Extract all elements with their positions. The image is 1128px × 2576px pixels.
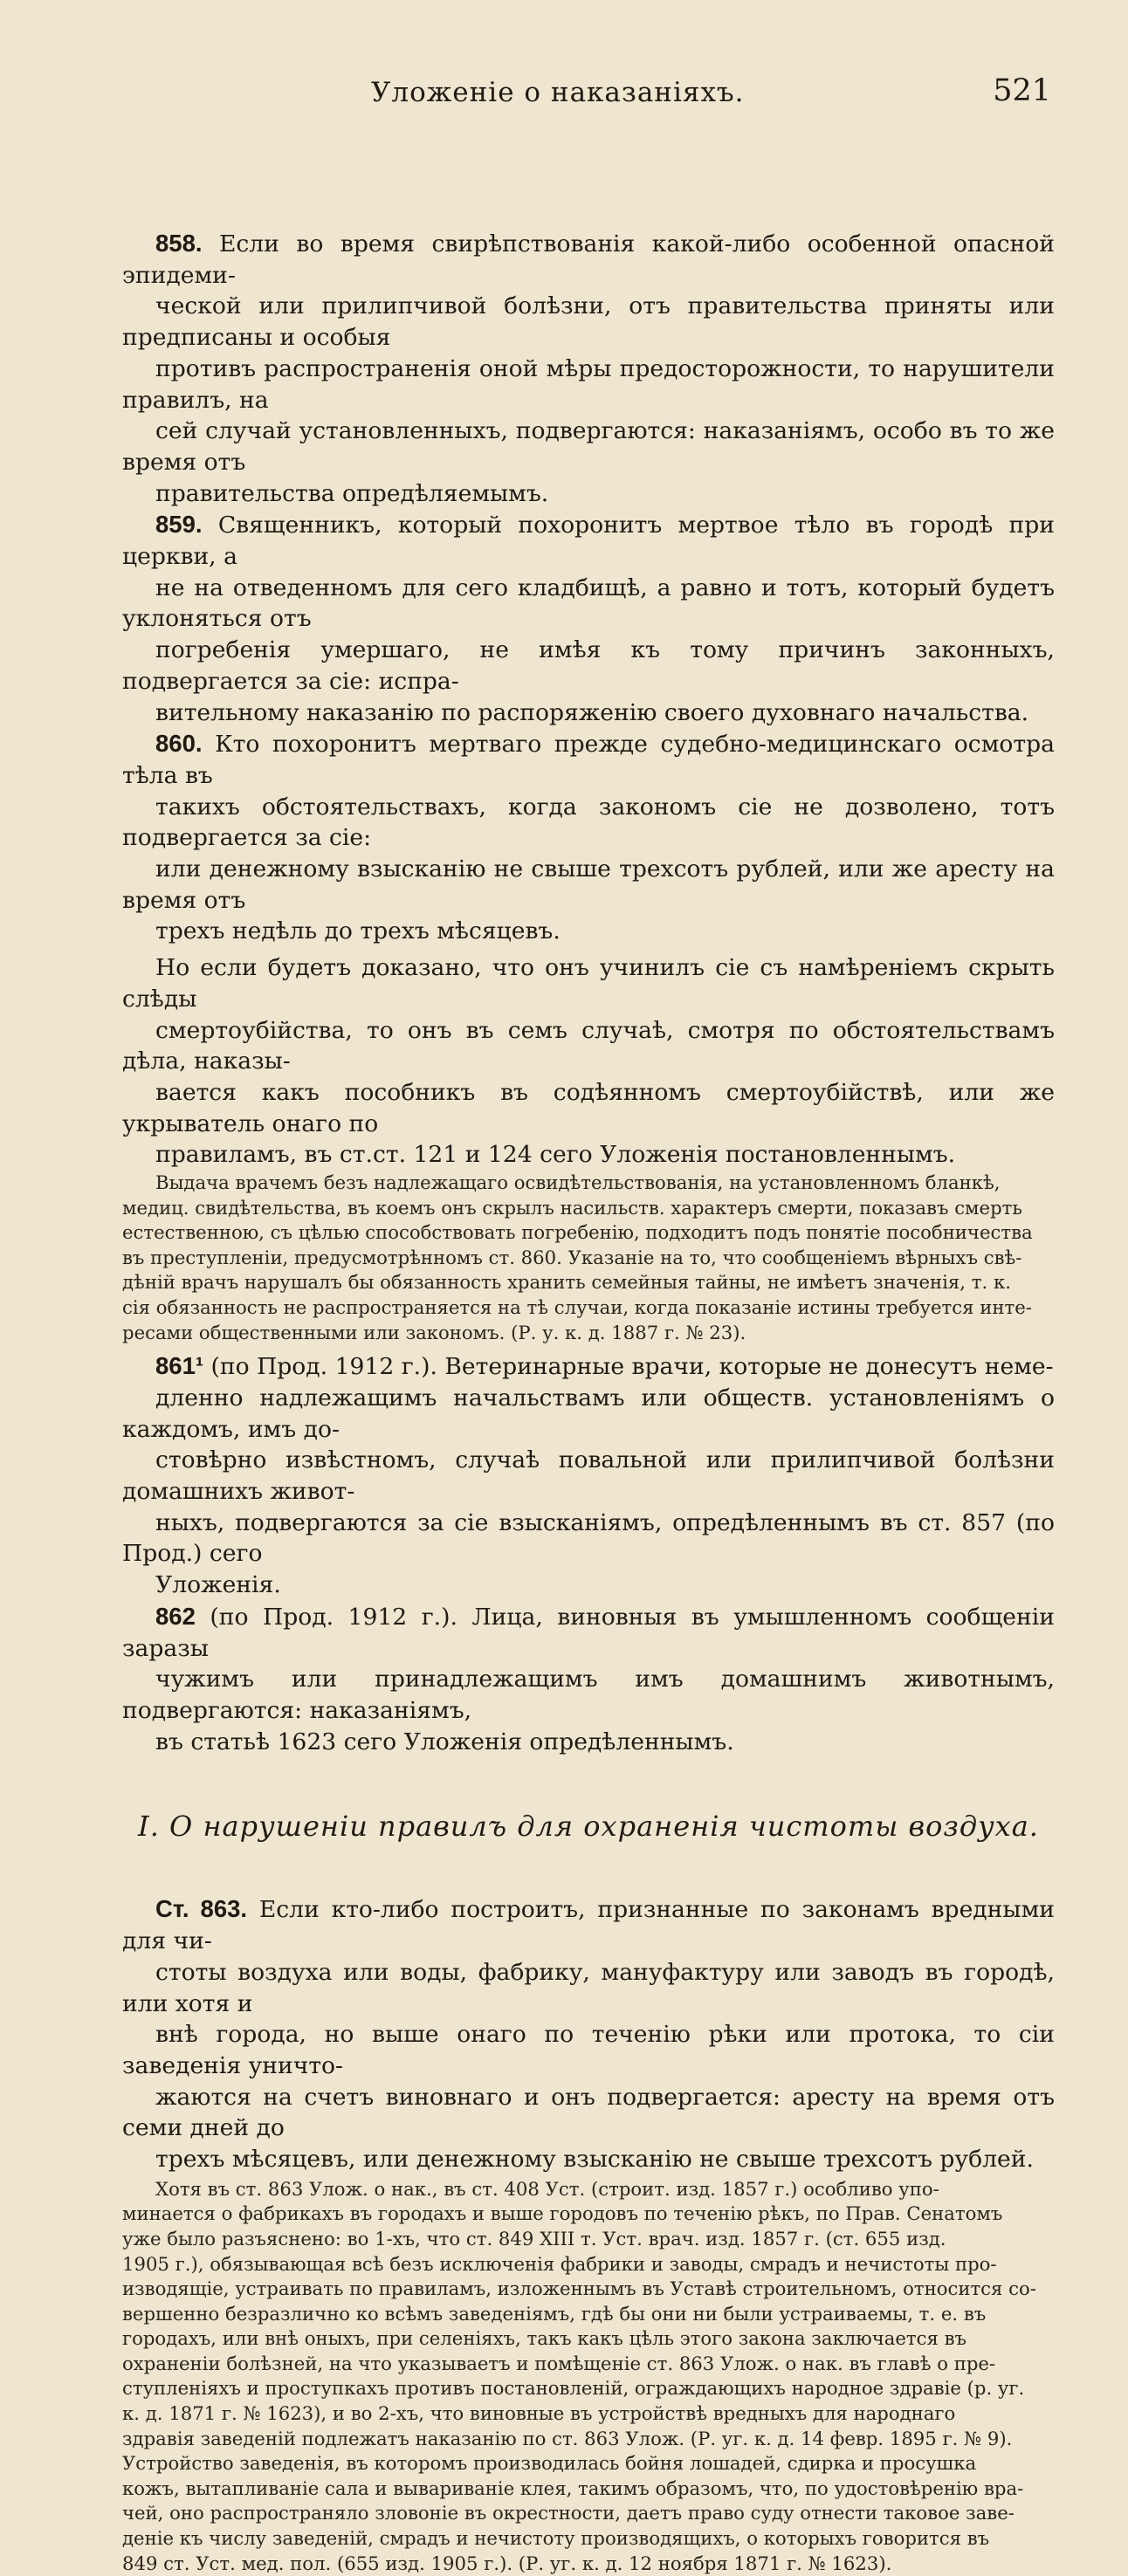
article-861-line-5: Уложенія.: [155, 1571, 281, 1599]
article-860-number: 860.: [155, 730, 203, 758]
article-863-note-line-3: уже было разъяснено: во 1-хъ, что ст. 849 XIII т. Уст. врач. изд. 1857 г. (ст. 655 изд.: [122, 2227, 946, 2250]
article-863-note-line-12: Устройство заведенія, въ которомъ производилась бойня лошадей, сдирка и просушка: [122, 2452, 977, 2475]
article-863-note-line-9: ступленіяхъ и проступкахъ противъ постановленій, ограждающихъ народное здравіе (р. уг.: [122, 2377, 1025, 2400]
article-863-note-line-5: изводящіе, устраивать по правиламъ, изложеннымъ въ Уставѣ строительномъ, относится со-: [122, 2277, 1036, 2300]
article-863-line-4: жаются на счетъ виновнаго и онъ подвергается: аресту на время отъ семи дней до: [122, 2083, 1055, 2142]
article-862: [122, 1601, 1055, 1758]
article-863-note-line-1: Хотя въ ст. 863 Улож. о нак., въ ст. 408 Уст. (строит. изд. 1857 г.) особливо упо-: [155, 2177, 939, 2200]
article-860-continuation: [122, 952, 1055, 1171]
article-860-line-4: трехъ недѣль до трехъ мѣсяцевъ.: [155, 917, 561, 945]
article-862-line-3: въ статьѣ 1623 сего Уложенія опредѣленнымъ.: [155, 1728, 734, 1755]
article-861-line-4: ныхъ, подвергаются за сіе взысканіямъ, опредѣленнымъ въ ст. 857 (по Прод.) сего: [122, 1508, 1055, 1568]
article-863-line-1: Ст. 863. Если кто-либо построитъ, признанные по законамъ вредными для чи-: [122, 1895, 1055, 1955]
article-863-note-line-11: здравія заведеній подлежатъ наказанію по ст. 863 Улож. (Р. уг. к. д. 14 февр. 1895 г. № 9).: [122, 2427, 1013, 2449]
article-860-note-line-1: Выдача врачемъ безъ надлежащаго освидѣтельствованія, на установленномъ бланкѣ,: [155, 1171, 1001, 1194]
article-860-note-line-6: сія обязанность не распространяется на тѣ случаи, когда показаніе истины требуется инте-: [122, 1296, 1032, 1319]
article-863-line-5: трехъ мѣсяцевъ, или денежному взысканію не свыше трехсотъ рублей.: [155, 2146, 1034, 2174]
article-860-cont-line-3: вается какъ пособникъ въ содѣянномъ смертоубійствѣ, или же укрыватель онаго по: [122, 1078, 1055, 1137]
article-863-note-line-6: вершенно безразлично ко всѣмъ заведеніямъ, гдѣ бы они ни были устраиваемы, т. е. въ: [122, 2302, 987, 2325]
article-863: [122, 1893, 1055, 2174]
article-859-line-3: погребенія умершаго, не имѣя къ тому причинъ законныхъ, подвергается за сіе: испра-: [122, 636, 1055, 695]
article-859-line-2: не на отведенномъ для сего кладбищѣ, а равно и тотъ, который будетъ уклоняться отъ: [122, 574, 1055, 633]
article-862-line-1: 862 (по Прод. 1912 г.). Лица, виновныя въ умышленномъ сообщеніи заразы: [122, 1602, 1055, 1662]
article-860-note-line-4: въ преступленіи, предусмотрѣнномъ ст. 860. Указаніе на то, что сообщеніемъ вѣрныхъ свѣ-: [122, 1246, 1022, 1268]
article-858: [122, 228, 1055, 509]
article-862-line-2: чужимъ или принадлежащимъ имъ домашнимъ животнымъ, подвергаются: наказаніямъ,: [122, 1666, 1055, 1724]
page-number: 521: [993, 73, 1051, 108]
article-860-cont-line-1: Но если будетъ доказано, что онъ учинилъ сіе съ намѣреніемъ скрыть слѣды: [122, 954, 1055, 1013]
article-863-note-line-15: деніе къ числу заведеній, смрадъ и нечистоту производящихъ, о которыхъ говорится въ: [122, 2527, 990, 2550]
article-863-note: [122, 2177, 1055, 2576]
article-858-line-5: правительства опредѣляемымъ.: [155, 479, 549, 507]
article-859-line-1: 859. Священникъ, который похоронитъ мертвое тѣло въ городѣ при церкви, а: [122, 511, 1055, 571]
article-863-note-line-7: городахъ, или внѣ оныхъ, при селеніяхъ, такъ какъ цѣль этого закона заключается въ: [122, 2327, 966, 2350]
article-860: [122, 728, 1055, 947]
article-861: [122, 1350, 1055, 1601]
article-863-note-line-4: 1905 г.), обязывающая всѣ безъ исключенія фабрики и заводы, смрадъ и нечистоты про-: [122, 2252, 997, 2275]
article-858-line-4: сей случай установленныхъ, подвергаются: наказаніямъ, особо въ то же время отъ: [122, 417, 1055, 476]
article-860-line-1: 860. Кто похоронитъ мертваго прежде судебно-медицинскаго осмотра тѣла въ: [122, 730, 1055, 789]
article-860-line-3: или денежному взысканію не свыше трехсотъ рублей, или же аресту на время отъ: [122, 855, 1055, 914]
running-head: [122, 73, 1055, 129]
article-861-line-3: стовѣрно извѣстномъ, случаѣ повальной или прилипчивой болѣзни домашнихъ живот-: [122, 1446, 1055, 1506]
article-858-line-2: ческой или прилипчивой болѣзни, отъ правительства приняты или предписаны и особыя: [122, 292, 1055, 352]
article-860-note-line-2: медиц. свидѣтельства, въ коемъ онъ скрылъ насильств. характеръ смерти, показавъ смерть: [122, 1196, 1022, 1219]
article-861-number: 861¹: [155, 1352, 204, 1380]
article-860-cont-line-4: правиламъ, въ ст.ст. 121 и 124 сего Уложенія постановленнымъ.: [155, 1141, 956, 1169]
article-863-line-3: внѣ города, но выше онаго по теченію рѣки или протока, то сіи заведенія уничто-: [122, 2021, 1055, 2079]
article-863-number: Ст. 863.: [155, 1895, 248, 1923]
section-title: I. О нарушеніи правилъ для охраненія чистоты воздуха.: [138, 1810, 1039, 1844]
article-863-line-2: стоты воздуха или воды, фабрику, мануфактуру или заводъ въ городѣ, или хотя и: [122, 1958, 1055, 2017]
article-860-note: [122, 1171, 1055, 1345]
article-863-note-line-16: 849 ст. Уст. мед. пол. (655 изд. 1905 г.). (Р. уг. к. д. 12 ноября 1871 г. № 1623).: [122, 2552, 892, 2574]
article-863-note-line-10: к. д. 1871 г. № 1623), и во 2-хъ, что виновные въ устройствѣ вредныхъ для народнаго: [122, 2402, 956, 2425]
article-859-number: 859.: [155, 511, 203, 539]
article-861-line-1: 861¹ (по Прод. 1912 г.). Ветеринарные врачи, которые не донесутъ неме-: [155, 1352, 1054, 1381]
article-862-number: 862: [155, 1602, 196, 1630]
article-863-note-line-13: кожъ, вытапливаніе сала и вывариваніе клея, такимъ образомъ, что, по удостовѣренію вра-: [122, 2476, 1024, 2499]
article-859: [122, 509, 1055, 728]
article-860-line-2: такихъ обстоятельствахъ, когда закономъ сіе не дозволено, тотъ подвергается за сіе:: [122, 793, 1055, 852]
article-858-line-3: противъ распространенія оной мѣры предосторожности, то нарушители правилъ, на: [122, 354, 1055, 414]
article-863-note-line-2: минается о фабрикахъ въ городахъ и выше городовъ по теченію рѣкъ, по Прав. Сенатомъ: [122, 2202, 1003, 2225]
article-860-cont-line-2: смертоубійства, то онъ въ семъ случаѣ, смотря по обстоятельствамъ дѣла, наказы-: [122, 1016, 1055, 1075]
article-858-number: 858.: [155, 230, 203, 257]
article-860-note-line-3: естественною, съ цѣлью способствовать погребенію, подходитъ подъ понятіе пособничества: [122, 1221, 1033, 1244]
article-863-note-line-8: охраненіи болѣзней, на что указываетъ и помѣщеніе ст. 863 Улож. о нак. въ главѣ о пре-: [122, 2352, 996, 2374]
article-860-note-line-7: ресами общественными или закономъ. (Р. у. к. д. 1887 г. № 23).: [122, 1321, 746, 1343]
article-858-line-1: 858. Если во время свирѣпствованія какой-либо особенной опасной эпидеми-: [122, 230, 1055, 289]
article-863-note-line-14: чей, оно распространяло зловоніе въ окрестности, даетъ право суду отнести таковое заве-: [122, 2502, 1015, 2524]
article-861-line-2: дленно надлежащимъ начальствамъ или обществ. установленіямъ о каждомъ, имъ до-: [122, 1384, 1055, 1443]
article-860-note-line-5: дѣній врачъ нарушалъ бы обязанность хранить семейныя тайны, не имѣетъ значенія, т. к.: [122, 1271, 1011, 1294]
article-859-line-4: вительному наказанію по распоряженію своего духовнаго начальства.: [155, 698, 1029, 726]
running-title: Уложеніе о наказаніяхъ.: [371, 77, 745, 108]
